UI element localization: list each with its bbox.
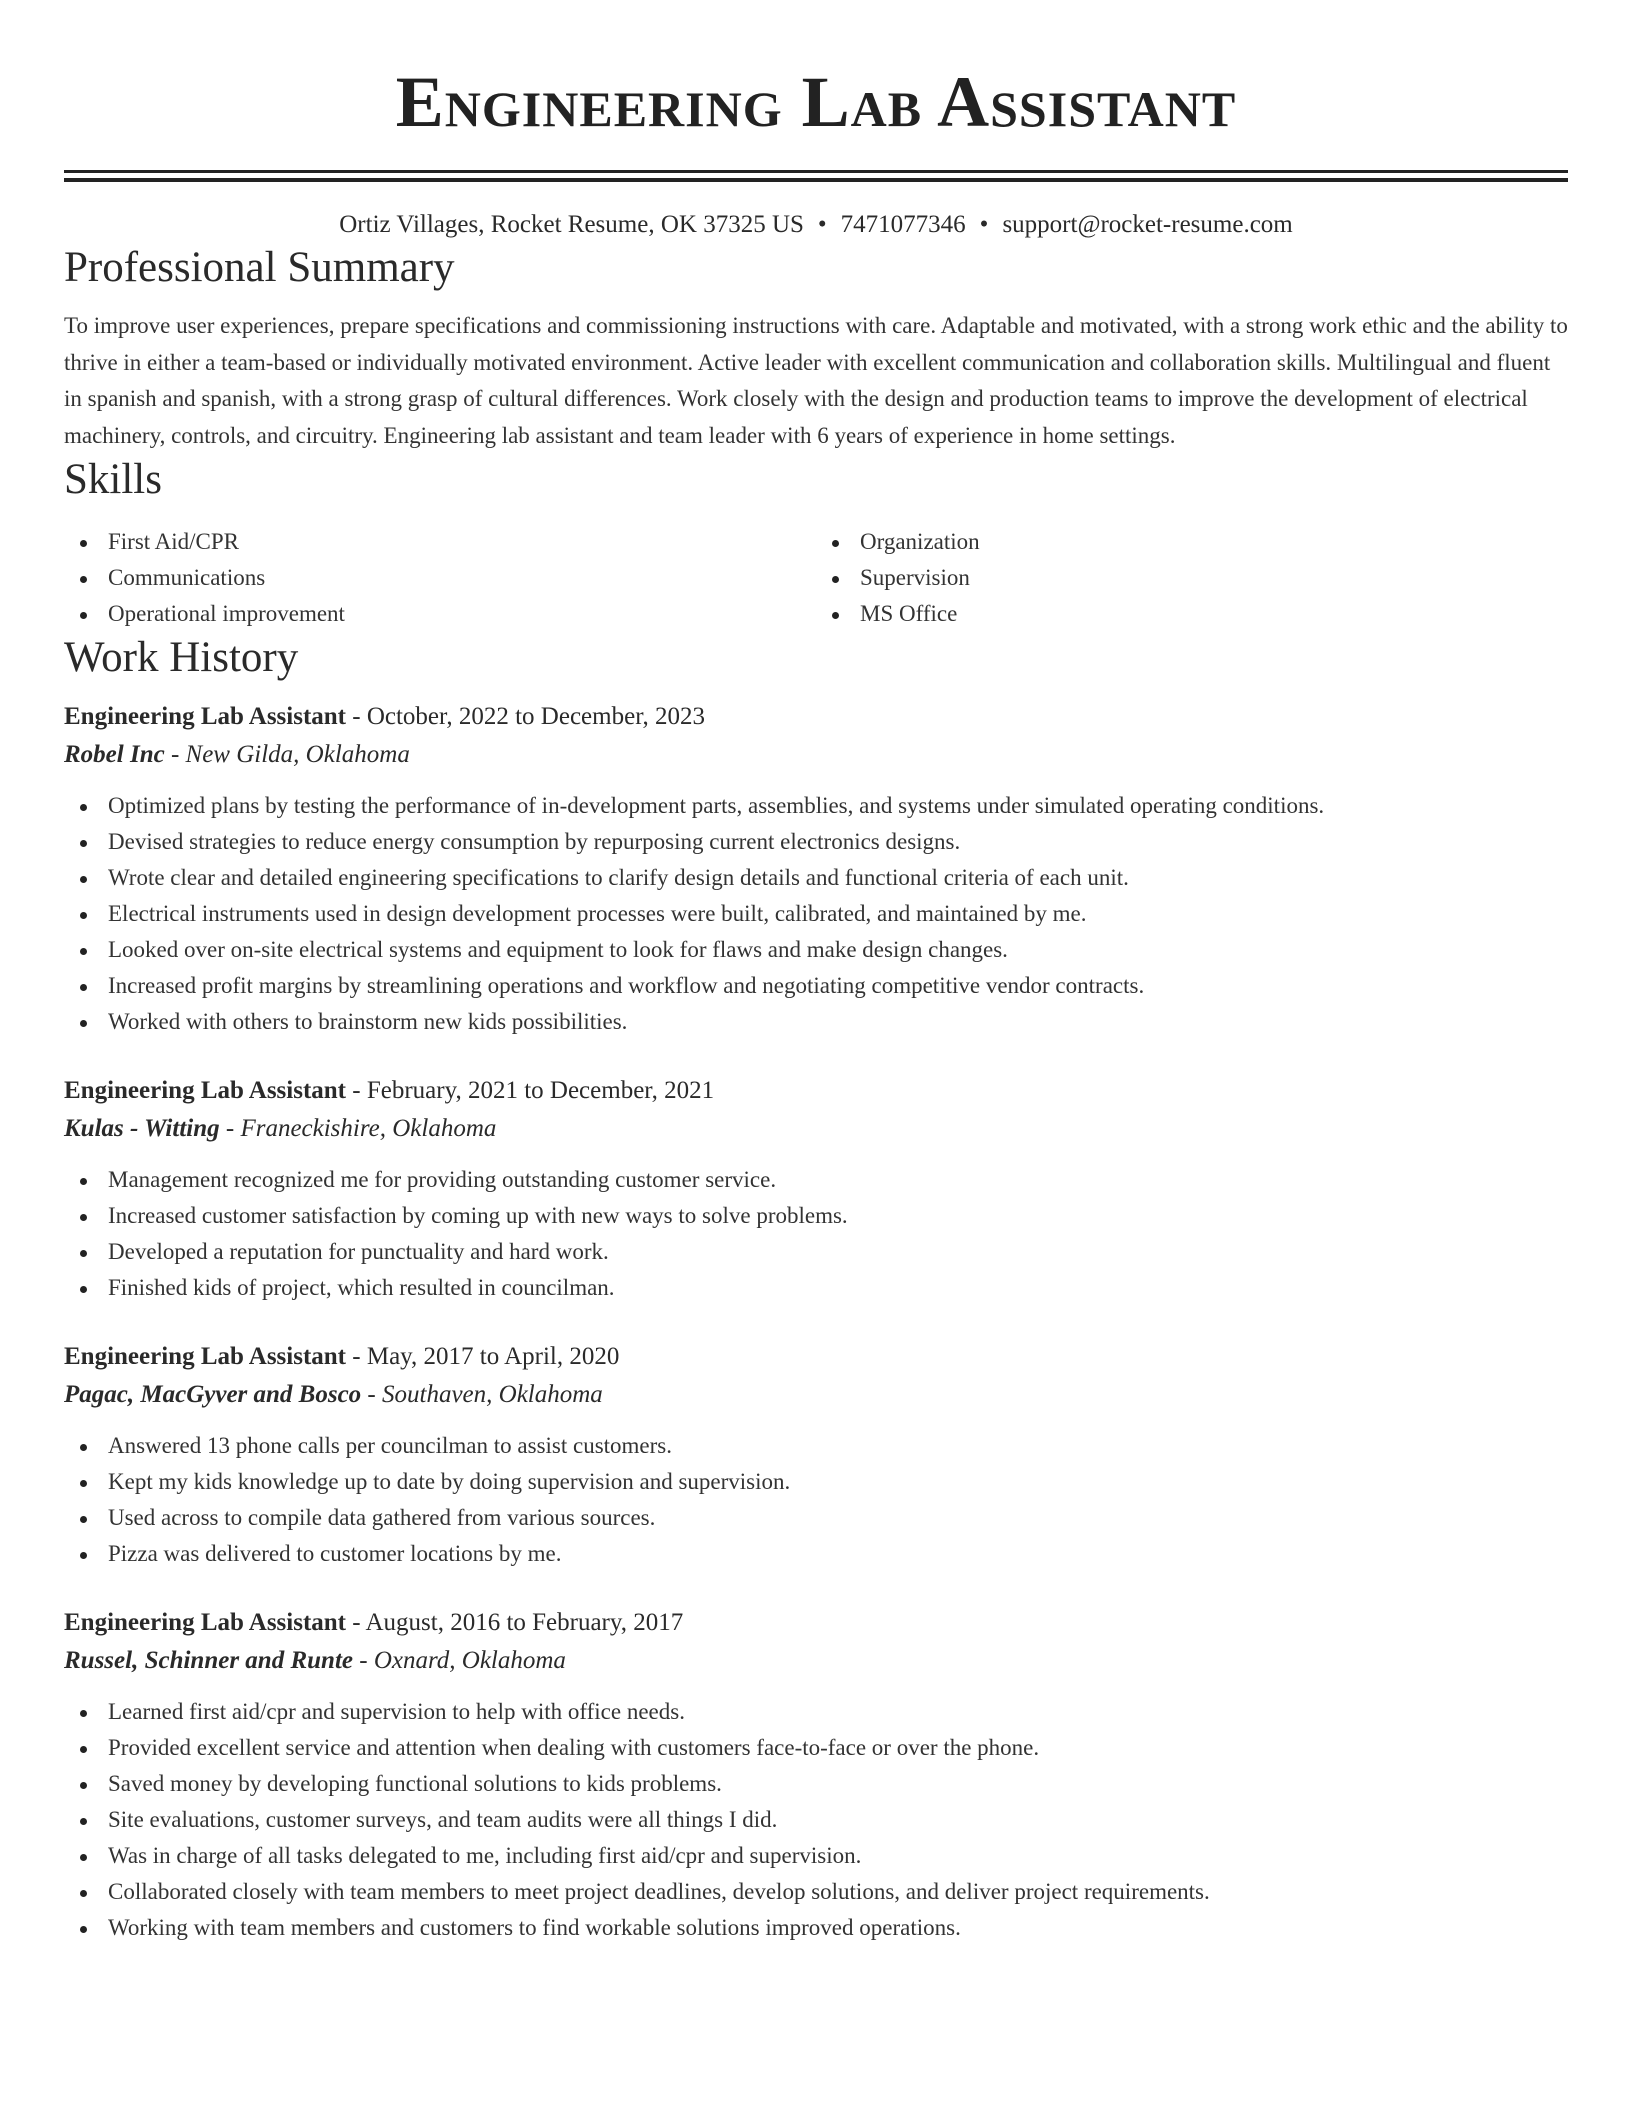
contact-email: support@rocket-resume.com	[1002, 211, 1293, 238]
job-header	[64, 698, 1568, 736]
job-company-line	[64, 1110, 1568, 1148]
job-bullet: Finished kids of project, which resulted in councilman.	[64, 1270, 1568, 1306]
job-bullet: Pizza was delivered to customer locations by me.	[64, 1536, 1568, 1572]
job-bullet: Increased profit margins by streamlining operations and workflow and negotiating competitive vendor contracts.	[64, 968, 1568, 1004]
job-bullet: Increased customer satisfaction by coming up with new ways to solve problems.	[64, 1198, 1568, 1234]
job-company-line	[64, 736, 1568, 774]
skill-item: Supervision	[816, 560, 1568, 596]
job-title: Engineering Lab Assistant	[64, 1609, 347, 1636]
skill-item: First Aid/CPR	[64, 524, 816, 560]
contact-phone: 7471077346	[840, 211, 966, 238]
skills-list	[64, 524, 1568, 632]
job-bullet: Used across to compile data gathered from various sources.	[64, 1500, 1568, 1536]
job-dates: - October, 2022 to December, 2023	[346, 703, 706, 730]
job-bullet: Electrical instruments used in design development processes were built, calibrated, and maintained by me.	[64, 896, 1568, 932]
job-header	[64, 1072, 1568, 1110]
job-bullet: Answered 13 phone calls per councilman to assist customers.	[64, 1428, 1568, 1464]
summary-heading: Professional Summary	[64, 244, 455, 291]
job-bullet: Saved money by developing functional solutions to kids problems.	[64, 1766, 1568, 1802]
job-company: Pagac, MacGyver and Bosco	[64, 1381, 362, 1408]
skill-item: Communications	[64, 560, 816, 596]
job-company-line	[64, 1642, 1568, 1680]
job-bullet: Management recognized me for providing outstanding customer service.	[64, 1162, 1568, 1198]
job-header	[64, 1604, 1568, 1642]
job-bullet: Collaborated closely with team members to meet project deadlines, develop solutions, and deliver project requirements.	[64, 1874, 1568, 1910]
job-entry	[64, 698, 1568, 1040]
summary-text: To improve user experiences, prepare specifications and commissioning instructions with care. Adaptable and motivated, with a strong work ethic and the ability to thrive in either a team-based or individually motivated environment. Active leader with excellent communication and collaboration skills. Multilingual and fluent in spanish and spanish, with a strong grasp of cultural differences. Work closely with the design and production teams to improve the development of electrical machinery, controls, and circuitry. Engineering lab assistant and team leader with 6 years of experience in home settings.	[64, 313, 1568, 448]
job-bullet: Optimized plans by testing the performance of in-development parts, assemblies, and systems under simulated operating conditions.	[64, 788, 1568, 824]
job-entry	[64, 1338, 1568, 1572]
skill-item: MS Office	[816, 596, 1568, 632]
skill-item: Operational improvement	[64, 596, 816, 632]
job-bullet: Kept my kids knowledge up to date by doing supervision and supervision.	[64, 1464, 1568, 1500]
job-location: - Oxnard, Oklahoma	[353, 1647, 566, 1674]
contact-separator: •	[817, 211, 827, 238]
job-company: Kulas - Witting	[64, 1115, 220, 1142]
job-bullet: Learned first aid/cpr and supervision to help with office needs.	[64, 1694, 1568, 1730]
skills-heading: Skills	[64, 456, 162, 503]
resume-content	[64, 0, 1568, 1946]
job-bullets	[64, 1428, 1568, 1572]
job-bullet: Devised strategies to reduce energy consumption by repurposing current electronics designs.	[64, 824, 1568, 860]
job-bullets	[64, 788, 1568, 1040]
skills-column-right	[816, 524, 1568, 632]
skill-item: Organization	[816, 524, 1568, 560]
title-divider	[64, 170, 1568, 182]
contact-line	[64, 208, 1568, 242]
job-bullets	[64, 1162, 1568, 1306]
job-bullet: Developed a reputation for punctuality and hard work.	[64, 1234, 1568, 1270]
job-dates: - August, 2016 to February, 2017	[346, 1609, 684, 1636]
job-bullet: Working with team members and customers to find workable solutions improved operations.	[64, 1910, 1568, 1946]
contact-address: Ortiz Villages, Rocket Resume, OK 37325 US	[339, 211, 804, 238]
contact-separator: •	[979, 211, 989, 238]
job-company: Robel Inc	[64, 741, 165, 768]
job-bullets	[64, 1694, 1568, 1946]
job-entry	[64, 1604, 1568, 1946]
job-company: Russel, Schinner and Runte	[64, 1647, 353, 1674]
job-title: Engineering Lab Assistant	[64, 1343, 347, 1370]
job-bullet: Was in charge of all tasks delegated to me, including first aid/cpr and supervision.	[64, 1838, 1568, 1874]
work-history-heading: Work History	[64, 634, 299, 681]
job-title: Engineering Lab Assistant	[64, 703, 347, 730]
job-header	[64, 1338, 1568, 1376]
job-company-line	[64, 1376, 1568, 1414]
job-entry	[64, 1072, 1568, 1306]
job-dates: - May, 2017 to April, 2020	[346, 1343, 620, 1370]
job-location: - New Gilda, Oklahoma	[164, 741, 410, 768]
job-bullet: Looked over on-site electrical systems and equipment to look for flaws and make design changes.	[64, 932, 1568, 968]
job-location: - Franeckishire, Oklahoma	[219, 1115, 497, 1142]
job-location: - Southaven, Oklahoma	[361, 1381, 603, 1408]
job-bullet: Wrote clear and detailed engineering specifications to clarify design details and functional criteria of each unit.	[64, 860, 1568, 896]
job-bullet: Provided excellent service and attention when dealing with customers face-to-face or over the phone.	[64, 1730, 1568, 1766]
skills-column-left	[64, 524, 816, 632]
resume-title: Engineering Lab Assistant	[395, 62, 1237, 142]
job-title: Engineering Lab Assistant	[64, 1077, 347, 1104]
job-bullet: Site evaluations, customer surveys, and team audits were all things I did.	[64, 1802, 1568, 1838]
job-dates: - February, 2021 to December, 2021	[346, 1077, 715, 1104]
job-bullet: Worked with others to brainstorm new kids possibilities.	[64, 1004, 1568, 1040]
